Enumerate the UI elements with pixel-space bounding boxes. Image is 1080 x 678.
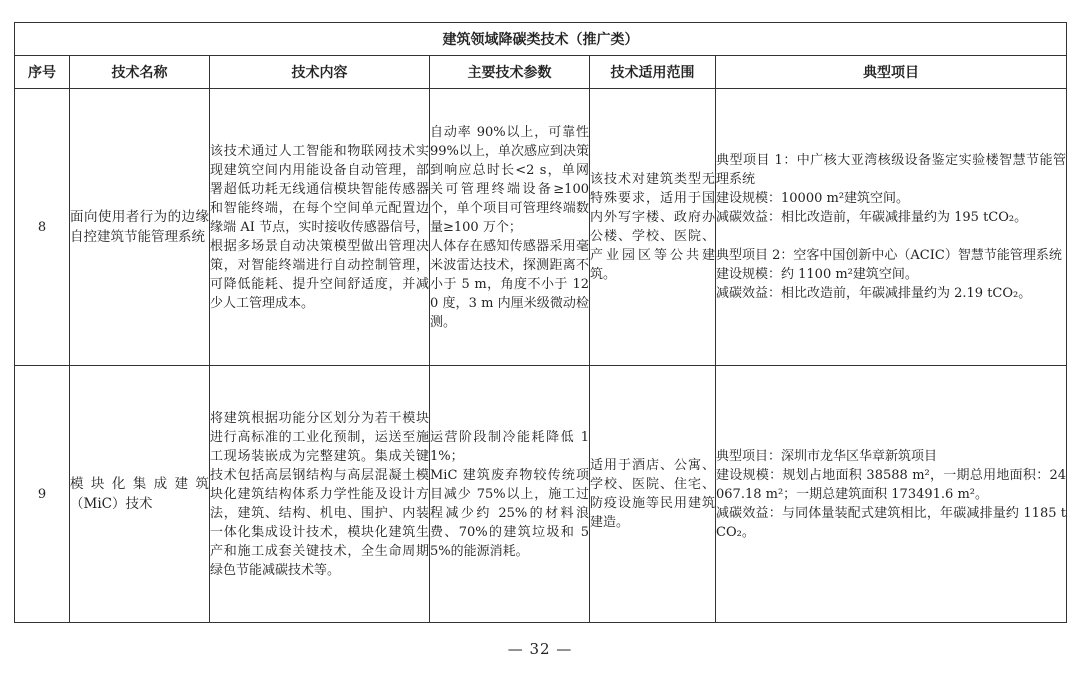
- project-scale: 建设规模：10000 m²建筑空间。: [716, 191, 910, 206]
- project-title: 典型项目 1：中广核大亚湾核级设备鉴定实验楼智慧节能管理系统: [716, 153, 1067, 187]
- project-title: 典型项目 2：空客中国创新中心（ACIC）智慧节能管理系统: [716, 248, 1062, 263]
- row-seq: 8: [15, 89, 70, 366]
- page-number: — 32 —: [507, 640, 573, 658]
- table-row: [15, 89, 1067, 366]
- param-line: 自动率 90%以上，可靠性 99%以上，单次感应到决策到响应总时长<2 s，单网关可管理终端设备≥100 个，单个项目可管理终端数量≥100 万个；: [430, 124, 589, 235]
- project-scale: 建设规模：规划占地面积 38588 m²，一期总用地面积：24067.18 m²；一期总建筑面积 173491.6 m²。: [716, 467, 1067, 502]
- row-typical-projects: [716, 89, 1067, 366]
- project-scale: 建设规模：约 1100 m²建筑空间。: [716, 267, 918, 282]
- row-tech-params: [430, 89, 590, 366]
- header-name: 技术名称: [70, 56, 210, 89]
- row-tech-name: 模块化集成建筑（MiC）技术: [70, 366, 210, 623]
- header-content: 技术内容: [210, 56, 430, 89]
- technology-table: [14, 22, 1067, 623]
- row-tech-content: 将建筑根据功能分区划分为若干模块进行高标准的工业化预制，运送至施工现场装嵌成为完整建筑。集成关键技术包括高层钢结构与高层混凝土模块化建筑结构体系力学性能及设计方法，建筑、结构、机电、围护、内装一体化集成设计技术，模块化建筑生产和施工成套关键技术，全生命周期绿色节能减碳技术等。: [210, 366, 430, 623]
- row-tech-name: 面向使用者行为的边缘自控建筑节能管理系统: [70, 89, 210, 366]
- paragraph-gap: [716, 227, 1066, 246]
- row-tech-scope: 该技术对建筑类型无特殊要求，适用于国内外写字楼、政府办公楼、学校、医院、产业园区等公共建筑。: [590, 89, 716, 366]
- param-line: MiC 建筑废弃物较传统项目减少 75%以上，施工过程减少约 25%的材料浪费、70%的建筑垃圾和 55%的能源消耗。: [430, 467, 589, 559]
- table-title-row: [15, 23, 1067, 56]
- header-projects: 典型项目: [716, 56, 1067, 89]
- row-tech-scope: 适用于酒店、公寓、学校、医院、住宅、防疫设施等民用建筑建造。: [590, 366, 716, 623]
- project-reduction: 减碳效益：相比改造前，年碳减排量约为 195 tCO₂。: [716, 210, 1028, 225]
- param-line: 人体存在感知传感器采用毫米波雷达技术，探测距离不小于 5 m，角度不小于 120 度，3 m 内厘米级微动检测。: [430, 238, 589, 330]
- row-typical-projects: [716, 366, 1067, 623]
- row-tech-params: [430, 366, 590, 623]
- table-header-row: [15, 56, 1067, 89]
- row-seq: 9: [15, 366, 70, 623]
- project-reduction: 减碳效益：与同体量装配式建筑相比，年碳减排量约 1185 tCO₂。: [716, 505, 1067, 540]
- header-params: 主要技术参数: [430, 56, 590, 89]
- header-seq: 序号: [15, 56, 70, 89]
- param-line: 运营阶段制冷能耗降低 11%；: [430, 429, 589, 464]
- project-title: 典型项目：深圳市龙华区华章新筑项目: [716, 448, 938, 464]
- table-row: [15, 366, 1067, 623]
- row-tech-content: 该技术通过人工智能和物联网技术实现建筑空间内用能设备自动管理，部署超低功耗无线通信模块智能传感器和智能终端，在每个空间单元配置边缘端 AI 节点，实时接收传感器信号，根据多场景自动决策模型做出管理决策，对智能终端进行自动控制管理，可降低能耗、提升空间舒适度，并减少人工管理成本。: [210, 89, 430, 366]
- project-reduction: 减碳效益：相比改造前，年碳减排量约为 2.19 tCO₂。: [716, 286, 1032, 301]
- table-title: 建筑领域降碳类技术（推广类）: [15, 23, 1067, 56]
- header-scope: 技术适用范围: [590, 56, 716, 89]
